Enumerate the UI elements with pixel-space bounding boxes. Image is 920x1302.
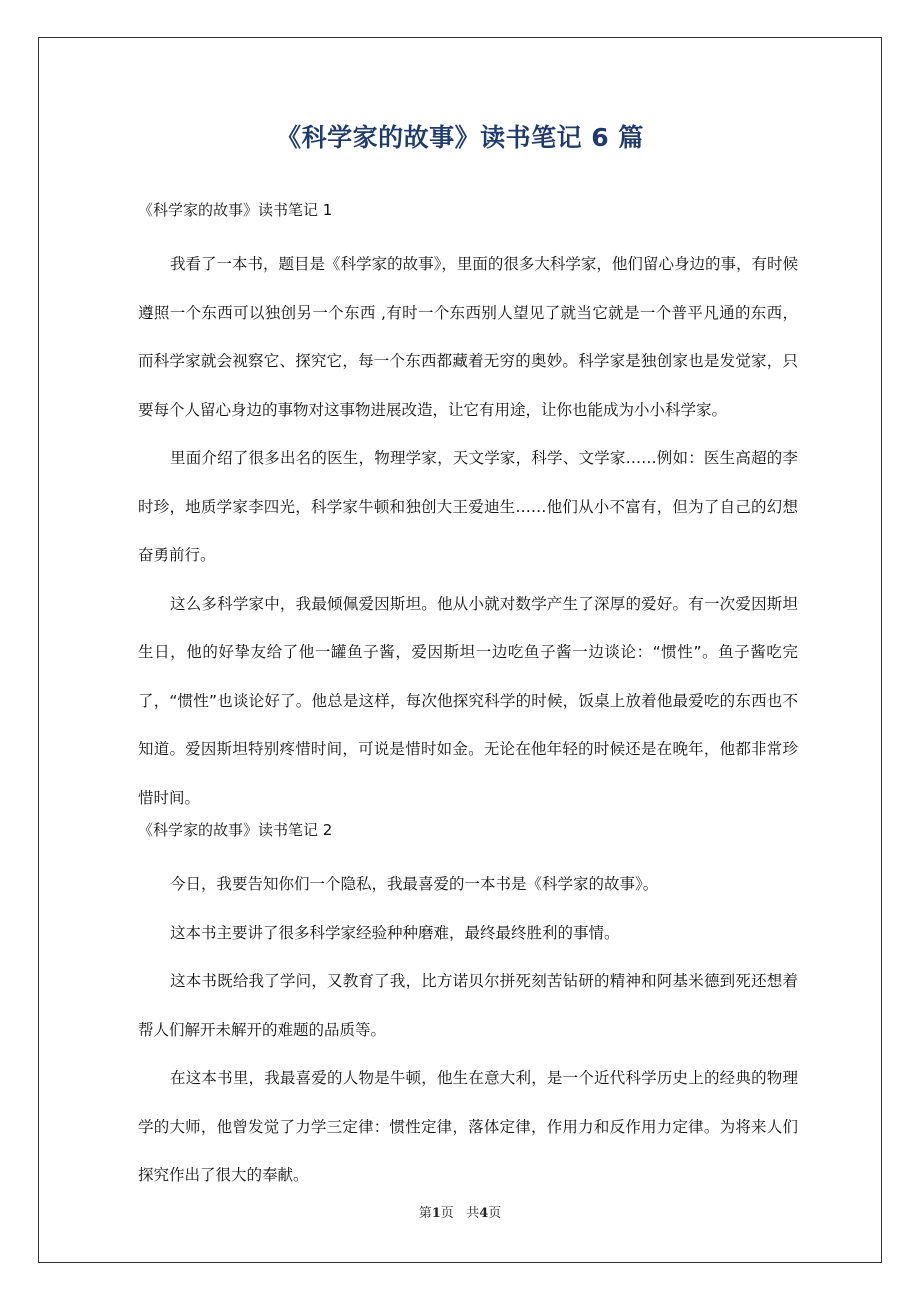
paragraph: 在这本书里，我最喜爱的人物是牛顿，他生在意大利，是一个近代科学历史上的经典的物理学的大师，他曾发觉了力学三定律：惯性定律，落体定律，作用力和反作用力定律。为将来人们探究作出了很大的奉献。 <box>138 1069 798 1184</box>
document-title: 《科学家的故事》读书笔记 6 篇 <box>276 123 644 152</box>
paragraph: 这本书主要讲了很多科学家经验种种磨难，最终最终胜利的事情。 <box>170 923 620 942</box>
section-1 <box>138 194 798 822</box>
section-heading: 《科学家的故事》读书笔记 1 <box>138 201 333 219</box>
page-footer <box>0 1204 920 1224</box>
paragraph: 今日，我要告知你们一个隐私，我最喜爱的一本书是《科学家的故事》。 <box>170 875 659 893</box>
page-number: 1 <box>431 1206 441 1221</box>
document-body <box>138 194 798 1200</box>
paragraph: 这本书既给我了学问，又教育了我，比方诺贝尔拼死刻苦钻研的精神和阿基米德到死还想着帮人们解开未解开的难题的品质等。 <box>138 972 798 1039</box>
paragraph: 我看了一本书，题目是《科学家的故事》，里面的很多大科学家，他们留心身边的事，有时候遵照一个东西可以独创另一个东西 ,有时一个东西别人望见了就当它就是一个普平凡通的东西，而科学家就会视察它、探究它，每一个东西都藏着无穷的奥妙。科学家是独创家也是发觉家，只要每个人留心身边的事物对这事物进展改造，让它有用途，让你也能成为小小科学家。 <box>138 255 798 419</box>
total-pages: 4 <box>479 1206 489 1221</box>
section-heading: 《科学家的故事》读书笔记 2 <box>138 821 333 839</box>
total-suffix: 页 <box>488 1206 502 1221</box>
total-prefix: 共 <box>466 1206 480 1221</box>
paragraph: 里面介绍了很多出名的医生，物理学家，天文学家，科学、文学家……例如：医生高超的李时珍，地质学家李四光，科学家牛顿和独创大王爱迪生……他们从小不富有，但为了自己的幻想奋勇前行。 <box>138 449 798 564</box>
paragraph: 这么多科学家中，我最倾佩爱因斯坦。他从小就对数学产生了深厚的爱好。有一次爱因斯坦生日，他的好挚友给了他一罐鱼子酱，爱因斯坦一边吃鱼子酱一边谈论：“惯性”。鱼子酱吃完了，“惯性”也谈论好了。他总是这样，每次他探究科学的时候，饭桌上放着他最爱吃的东西也不知道。爱因斯坦特别疼惜时间，可说是惜时如金。无论在他年轻的时候还是在晚年，他都非常珍惜时间。 <box>138 594 798 807</box>
section-2 <box>138 814 798 1200</box>
page-suffix: 页 <box>440 1206 454 1221</box>
page-prefix: 第 <box>418 1206 432 1221</box>
